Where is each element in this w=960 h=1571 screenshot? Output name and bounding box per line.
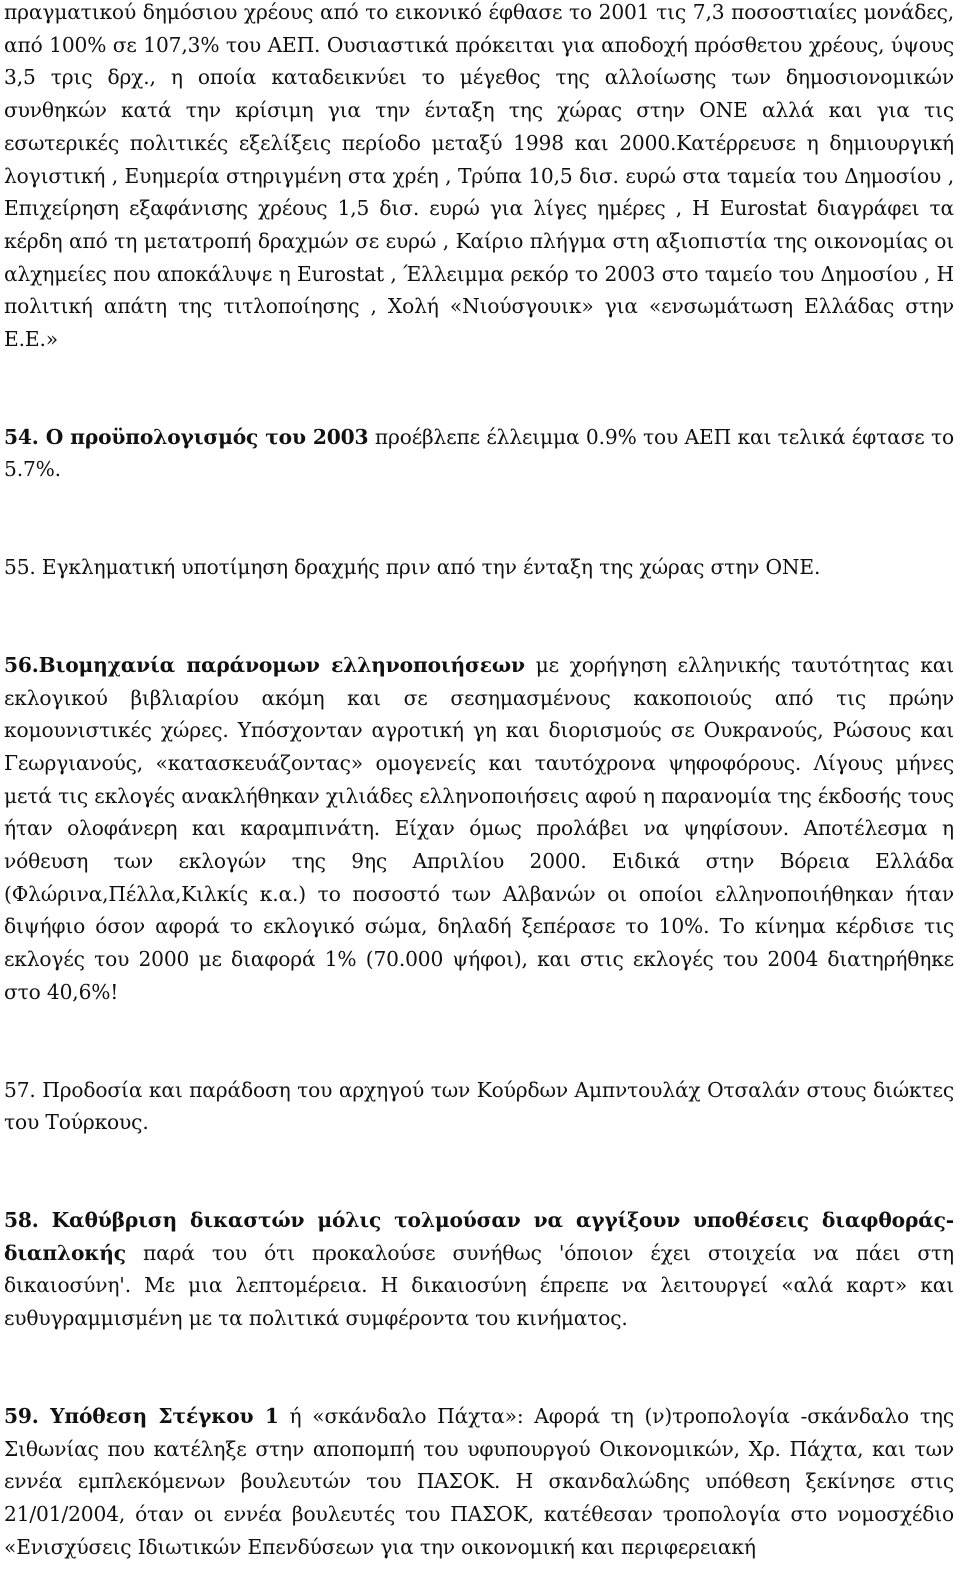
paragraph-57-text: 57. Προδοσία και παράδοση του αρχηγού των Κούρδων Αμπντουλάχ Οτσαλάν στους διώκτες του Τούρκους. [4, 1077, 954, 1135]
paragraph-54-text: προέβλεπε έλλειμμα 0.9% του ΑΕΠ και τελικά έφτασε το 5.7%. [4, 424, 954, 482]
paragraph-54 [4, 421, 954, 486]
intro-text: πραγματικού δημόσιου χρέους από το εικονικό έφθασε το 2001 τις 7,3 ποσοστιαίες μονάδες, από 100% σε 107,3% του ΑΕΠ. Ουσιαστικά πρόκειται για αποδοχή πρόσθετου χρέους, ύψους 3,5 τρις δρχ., η οποία καταδεικνύει το μέγεθος της αλλοίωσης των δημοσιονομικών συνθηκών κατά την κρίσιμη για την ένταξη της χώρας στην ΟΝΕ αλλά και για τις εσωτερικές πολιτικές εξελίξεις περίοδο μεταξύ 1998 και 2000. [4, 0, 954, 155]
paragraph-57 [4, 1074, 954, 1139]
paragraph-58-text: παρά του ότι προκαλούσε συνήθως 'όποιον έχει στοιχεία να πάει στη δικαιοσύνη'. Με μια λεπτομέρεια. Η δικαιοσύνη έπρεπε να λειτουργεί «αλά καρτ» και ευθυγραμμισμένη με τα πολιτικά συμφέροντα του κινήματος. [4, 1240, 954, 1331]
paragraph-59 [4, 1400, 954, 1564]
paragraph-54-heading: 54. Ο προϋπολογισμός του 2003 [4, 424, 369, 449]
paragraph-55-text: 55. Εγκληματική υποτίμηση δραχμής πριν από την ένταξη της χώρας στην ΟΝΕ. [4, 555, 821, 580]
paragraph-59-heading: 59. Υπόθεση Στέγκου 1 [4, 1403, 279, 1428]
paragraph-58-heading: 58. Καθύβριση δικαστών μόλις τολμούσαν να αγγίξουν υποθέσεις διαφθοράς-διαπλοκής [4, 1207, 954, 1265]
paragraph-56-heading: 56.Βιομηχανία παράνομων ελληνοποιήσεων [4, 652, 525, 677]
paragraph-intro [4, 0, 954, 356]
paragraph-59-text: ή «σκάνδαλο Πάχτα»: Αφορά τη (ν)τροπολογία -σκάνδαλο της Σιθωνίας που κατέληξε στην αποπομπή του υφυπουργού Οικονομικών, Χρ. Πάχτα, και των εννέα εμπλεκόμενων βουλευτών του ΠΑΣΟΚ. Η σκανδαλώδης υπόθεση ξεκίνησε στις 21/01/2004, όταν οι εννέα βουλευτές του ΠΑΣΟΚ, κατέθεσαν τροπολογία στο νομοσχέδιο «Ενισχύσεις Ιδιωτικών Επενδύσεων για την οικονομική και περιφερειακή [4, 1403, 954, 1559]
paragraph-56 [4, 649, 954, 1009]
document-page [4, 0, 954, 1563]
paragraph-56-text: με χορήγηση ελληνικής ταυτότητας και εκλογικού βιβλιαρίου ακόμη και σε σεσημασμένους κακοποιούς από τις πρώην κομουνιστικές χώρες. Υπόσχονταν αγροτική γη και διορισμούς σε Ουκρανούς, Ρώσους και Γεωργιανούς, «κατασκευάζοντας» ομογενείς και ταυτόχρονα ψηφοφόρους. Λίγους μήνες μετά τις εκλογές ανακλήθηκαν χιλιάδες ελληνοποιήσεις αφού η παρανομία της έκδοσής τους ήταν ολοφάνερη και καραμπινάτη. Είχαν όμως προλάβει να ψηφίσουν. Αποτέλεσμα η νόθευση των εκλογών της 9ης Απριλίου 2000. Ειδικά στην Βόρεια Ελλάδα (Φλώρινα,Πέλλα,Κιλκίς κ.α.) το ποσοστό των Αλβανών οι οποίοι ελληνοποιήθηκαν ήταν διψήφιο όσον αφορά το εκλογικό σώμα, δηλαδή ξεπέρασε το 10%. Το κίνημα κέρδισε τις εκλογές του 2000 με διαφορά 1% (70.000 ψήφοι), και στις εκλογές του 2004 διατηρήθηκε στο 40,6%! [4, 652, 955, 1004]
paragraph-55 [4, 551, 954, 584]
intro-headlines: Κατέρρευσε η δημιουργική λογιστική , Ευημερία στηριγμένη στα χρέη , Τρύπα 10,5 δισ. ευρώ στα ταμεία του Δημοσίου , Επιχείρηση εξαφάνισης χρέους 1,5 δισ. ευρώ για λίγες ημέρες , Η Eurostat διαγράφει τα κέρδη από τη μετατροπή δραχμών σε ευρώ , Καίριο πλήγμα στη αξιοπιστία της οικονομίας οι αλχημείες που αποκάλυψε η Eurostat , Έλλειμμα ρεκόρ το 2003 στο ταμείο του Δημοσίου , Η πολιτική απάτη της τιτλοποίησης , Χολή «Νιούσγουικ» για «ενσωμάτωση Ελλάδας στην Ε.Ε.» [4, 130, 954, 352]
paragraph-58 [4, 1204, 954, 1335]
